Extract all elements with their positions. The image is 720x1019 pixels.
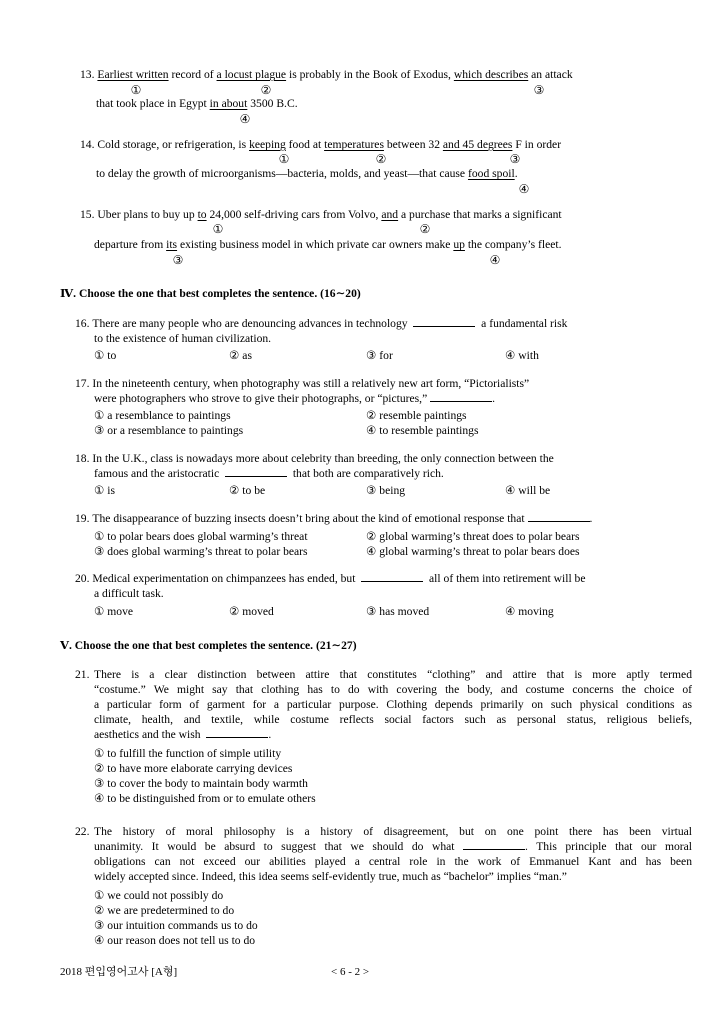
question-19-line-1: 19. The disappearance of buzzing insects doesn’t bring about the kind of emotional response that . [75,512,593,525]
answer-blank [206,736,268,738]
option-1: ① move [94,605,134,618]
option-1: ① to polar bears does global warming’s threat [94,530,308,543]
option-2: ② global warming’s threat does to polar bears [366,530,580,543]
question-number: 21. [75,668,90,681]
option-4: ④ our reason does not tell us to do [94,934,256,947]
passage-line: There is a clear distinction between attire that constitutes “clothing” and attire that is more aptly termed [94,668,692,681]
option-3: ③ to cover the body to maintain body warmth [94,777,308,790]
question-15-line-2: departure from its existing business model in which private car owners make up the company’s fleet. [94,238,562,251]
option-3: ③ our intuition commands us to do [94,919,258,932]
question-14-line-1: 14. Cold storage, or refrigeration, is keeping food at temperatures between 32 and 45 degrees F in order [80,138,562,151]
footer-exam-title: 2018 편입영어고사 [A형] [60,966,178,978]
section-5-heading: Ⅴ. Choose the one that best completes the sentence. (21∼27) [60,639,357,652]
option-4: ④ to resemble paintings [366,424,479,437]
marker-3: ③ [533,83,545,97]
question-13-line-2: that took place in Egypt in about 3500 B.C. [96,97,298,110]
option-2: ② moved [229,605,274,618]
option-1: ① is [94,484,116,497]
marker-2: ② [375,152,387,166]
page-number: < 6 - 2 > [331,966,370,978]
question-number: 22. [75,825,90,838]
option-2: ② as [229,349,252,362]
answer-blank [361,580,423,582]
option-4: ④ to be distinguished from or to emulate others [94,792,316,805]
option-2: ② we are predetermined to do [94,904,235,917]
option-1: ① to fulfill the function of simple utility [94,747,282,760]
answer-blank [225,475,287,477]
question-17-line-2: were photographers who strove to give their photographs, or “pictures,” . [94,392,496,405]
option-1: ① to [94,349,117,362]
question-16-line-1: 16. There are many people who are denouncing advances in technology a fundamental risk [75,317,568,330]
option-2: ② to be [229,484,266,497]
question-16-line-2: to the existence of human civilization. [94,332,272,345]
answer-blank [413,325,475,327]
passage-line: widely accepted since. Indeed, this idea seems self-evidently true, much as “bachelor” implies “man.” [94,870,567,883]
question-20-line-2: a difficult task. [94,587,164,600]
question-20-line-1: 20. Medical experimentation on chimpanzees has ended, but all of them into retirement will be [75,572,586,585]
option-3: ③ does global warming’s threat to polar bears [94,545,308,558]
option-4: ④ global warming’s threat to polar bears does [366,545,580,558]
option-4: ④ with [505,349,539,362]
option-4: ④ moving [505,605,554,618]
passage-line: obligations can not exceed our abilities played a central role in the work of Emmanuel Kant and has been [94,855,692,868]
marker-4: ④ [489,253,501,267]
answer-blank [430,400,492,402]
passage-line: “costume.” We might say that clothing has to do with covering the body, and costume concerns the choice of [94,683,692,696]
passage-line: a particular form of garment for a particular purpose. Clothing depends primarily on such physical conditions as [94,698,692,711]
section-4-heading: Ⅳ. Choose the one that best completes the sentence. (16∼20) [60,287,361,300]
answer-blank [463,848,525,850]
option-3: ③ has moved [366,605,430,618]
option-2: ② resemble paintings [366,409,467,422]
marker-1: ① [212,222,224,236]
passage-line: climate, health, and textile, while costume reflects social factors such as personal status, religious beliefs, [94,713,692,726]
question-13-line-1: 13. Earliest written record of a locust plague is probably in the Book of Exodus, which describes an attack [80,68,573,81]
question-15-line-1: 15. Uber plans to buy up to 24,000 self-driving cars from Volvo, and a purchase that marks a significant [80,208,562,221]
question-17-line-1: 17. In the nineteenth century, when photography was still a relatively new art form, “Pictorialists” [75,377,530,390]
marker-2: ② [419,222,431,236]
passage-line: aesthetics and the wish . [94,728,272,741]
marker-3: ③ [172,253,184,267]
option-3: ③ for [366,349,393,362]
question-18-line-2: famous and the aristocratic that both are comparatively rich. [94,467,444,480]
passage-line: unanimity. It would be absurd to suggest that we should do what . This principle that our moral [94,840,692,853]
marker-2: ② [260,83,272,97]
marker-4: ④ [239,112,251,126]
marker-1: ① [278,152,290,166]
option-1: ① we could not possibly do [94,889,224,902]
option-3: ③ being [366,484,406,497]
option-1: ① a resemblance to paintings [94,409,231,422]
passage-line: The history of moral philosophy is a history of disagreement, but on one point there has been virtual [94,825,692,838]
option-3: ③ or a resemblance to paintings [94,424,244,437]
marker-1: ① [130,83,142,97]
question-14-line-2: to delay the growth of microorganisms—bacteria, molds, and yeast—that cause food spoil. [96,167,518,180]
option-4: ④ will be [505,484,551,497]
marker-4: ④ [518,182,530,196]
marker-3: ③ [509,152,521,166]
answer-blank [528,520,590,522]
question-18-line-1: 18. In the U.K., class is nowadays more about celebrity than breeding, the only connection between the [75,452,554,465]
option-2: ② to have more elaborate carrying devices [94,762,293,775]
